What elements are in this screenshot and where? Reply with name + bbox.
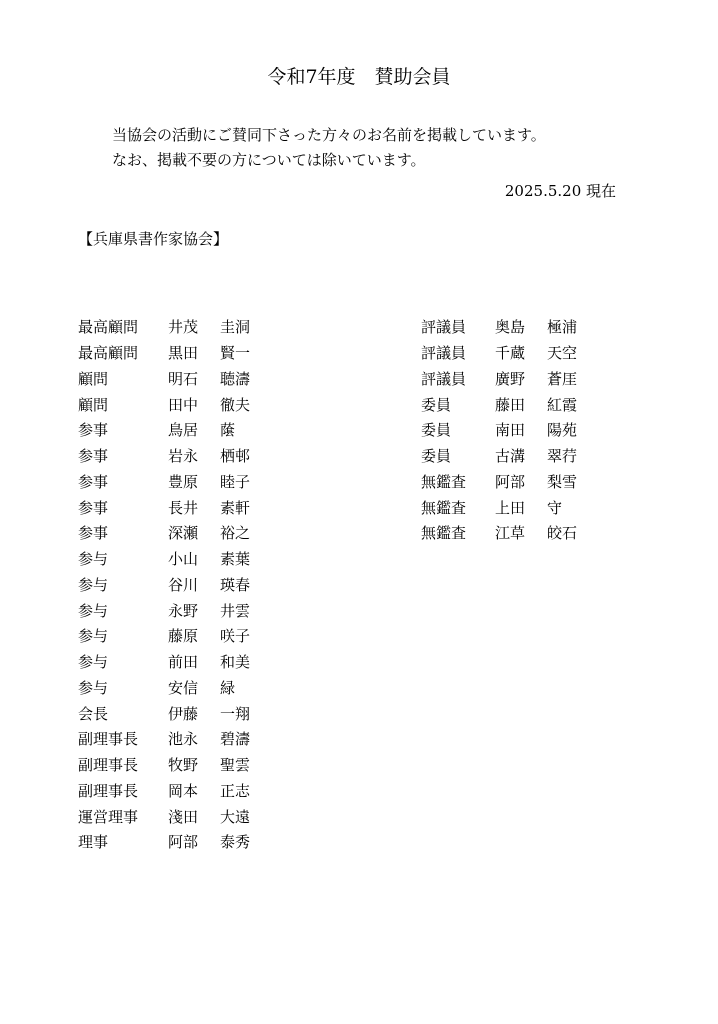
member-row	[78, 623, 280, 649]
member-given-name: 碧濤	[220, 730, 251, 749]
member-family-name: 永野	[168, 601, 199, 620]
member-family-name: 明石	[168, 369, 199, 388]
member-given-name: 大遠	[220, 807, 251, 826]
member-given-name: 紅霞	[547, 395, 578, 414]
member-role: 評議員	[421, 344, 467, 363]
member-row	[78, 726, 280, 752]
as-of-date: 2025.5.20 現在	[504, 182, 616, 200]
member-role: 顧問	[78, 369, 109, 388]
member-row	[78, 675, 280, 701]
member-role: 参与	[78, 627, 109, 646]
member-given-name: 咲子	[220, 627, 251, 646]
member-family-name: 鳥居	[168, 421, 199, 440]
member-family-name: 淺田	[168, 807, 199, 826]
member-family-name: 古溝	[495, 447, 526, 466]
member-row	[78, 572, 280, 598]
member-given-name: 圭洞	[220, 318, 251, 337]
member-family-name: 小山	[168, 550, 199, 569]
member-role: 無鑑査	[421, 498, 467, 517]
member-row	[78, 546, 280, 572]
member-row	[421, 366, 607, 392]
member-family-name: 長井	[168, 498, 199, 517]
member-given-name: 天空	[547, 344, 578, 363]
member-row	[78, 803, 280, 829]
member-family-name: 伊藤	[168, 704, 199, 723]
member-role: 参与	[78, 550, 109, 569]
member-row	[78, 829, 280, 855]
member-family-name: 千蔵	[495, 344, 526, 363]
member-family-name: 豊原	[168, 472, 199, 491]
member-family-name: 谷川	[168, 575, 199, 594]
member-row	[421, 391, 607, 417]
member-given-name: 泰秀	[220, 833, 251, 852]
member-given-name: 正志	[220, 781, 251, 800]
member-family-name: 奥島	[495, 318, 526, 337]
member-role: 委員	[421, 421, 452, 440]
member-row	[78, 417, 280, 443]
member-family-name: 廣野	[495, 369, 526, 388]
member-family-name: 牧野	[168, 756, 199, 775]
member-family-name: 深瀬	[168, 524, 199, 543]
member-family-name: 阿部	[495, 472, 526, 491]
member-row	[78, 700, 280, 726]
member-family-name: 岡本	[168, 781, 199, 800]
member-role: 理事	[78, 833, 109, 852]
member-role: 副理事長	[78, 756, 139, 775]
member-family-name: 南田	[495, 421, 526, 440]
member-row	[78, 778, 280, 804]
member-given-name: 賢一	[220, 344, 251, 363]
member-family-name: 江草	[495, 524, 526, 543]
member-given-name: 緑	[220, 678, 236, 697]
member-role: 評議員	[421, 369, 467, 388]
member-family-name: 藤田	[495, 395, 526, 414]
member-row	[421, 340, 607, 366]
member-given-name: 素葉	[220, 550, 251, 569]
member-given-name: 極浦	[547, 318, 578, 337]
member-given-name: 蒼厓	[547, 369, 578, 388]
member-role: 参事	[78, 472, 109, 491]
member-family-name: 上田	[495, 498, 526, 517]
member-family-name: 井茂	[168, 318, 199, 337]
member-given-name: 聖雲	[220, 756, 251, 775]
member-family-name: 田中	[168, 395, 199, 414]
member-row	[78, 520, 280, 546]
member-role: 委員	[421, 395, 452, 414]
member-role: 最高顧問	[78, 344, 139, 363]
member-role: 参与	[78, 575, 109, 594]
member-role: 無鑑査	[421, 524, 467, 543]
member-family-name: 阿部	[168, 833, 199, 852]
member-given-name: 栖邨	[220, 447, 251, 466]
page-title: 令和7年度 賛助会員	[267, 66, 451, 88]
member-role: 最高顧問	[78, 318, 139, 337]
members-left-column	[78, 314, 280, 855]
member-role: 参事	[78, 524, 109, 543]
member-row	[78, 752, 280, 778]
member-given-name: 睦子	[220, 472, 251, 491]
member-row	[78, 469, 280, 495]
member-role: 運営理事	[78, 807, 139, 826]
member-given-name: 和美	[220, 653, 251, 672]
member-family-name: 黒田	[168, 344, 199, 363]
member-row	[421, 494, 607, 520]
member-family-name: 安信	[168, 678, 199, 697]
member-row	[78, 597, 280, 623]
member-row	[78, 340, 280, 366]
member-role: 会長	[78, 704, 109, 723]
member-given-name: 井雲	[220, 601, 251, 620]
member-role: 参与	[78, 678, 109, 697]
organization-heading: 【兵庫県書作家協会】	[78, 230, 229, 248]
member-role: 副理事長	[78, 730, 139, 749]
member-given-name: 梨雪	[547, 472, 578, 491]
member-given-name: 翠荇	[547, 447, 578, 466]
member-role: 無鑑査	[421, 472, 467, 491]
member-row	[78, 391, 280, 417]
member-role: 委員	[421, 447, 452, 466]
member-role: 副理事長	[78, 781, 139, 800]
intro-line-2: なお、掲載不要の方については除いています。	[112, 151, 426, 169]
member-row	[78, 366, 280, 392]
member-row	[421, 443, 607, 469]
member-role: 評議員	[421, 318, 467, 337]
member-given-name: 䕃	[220, 421, 236, 440]
member-role: 顧問	[78, 395, 109, 414]
member-row	[421, 417, 607, 443]
member-role: 参与	[78, 653, 109, 672]
member-given-name: 瑛春	[220, 575, 251, 594]
member-row	[78, 443, 280, 469]
member-family-name: 池永	[168, 730, 199, 749]
member-role: 参事	[78, 447, 109, 466]
member-role: 参事	[78, 421, 109, 440]
member-family-name: 前田	[168, 653, 199, 672]
member-row	[78, 494, 280, 520]
member-given-name: 裕之	[220, 524, 251, 543]
member-given-name: 徹夫	[220, 395, 251, 414]
member-given-name: 守	[547, 498, 563, 517]
member-given-name: 素軒	[220, 498, 251, 517]
member-row	[421, 314, 607, 340]
member-family-name: 藤原	[168, 627, 199, 646]
member-given-name: 一翔	[220, 704, 251, 723]
member-given-name: 聴濤	[220, 369, 251, 388]
intro-line-1: 当協会の活動にご賛同下さった方々のお名前を掲載しています。	[112, 126, 546, 144]
member-row	[421, 469, 607, 495]
member-role: 参事	[78, 498, 109, 517]
member-row	[78, 649, 280, 675]
member-given-name: 陽苑	[547, 421, 578, 440]
members-right-column	[421, 314, 607, 546]
member-family-name: 岩永	[168, 447, 199, 466]
member-given-name: 皎石	[547, 524, 578, 543]
member-role: 参与	[78, 601, 109, 620]
member-row	[78, 314, 280, 340]
member-row	[421, 520, 607, 546]
